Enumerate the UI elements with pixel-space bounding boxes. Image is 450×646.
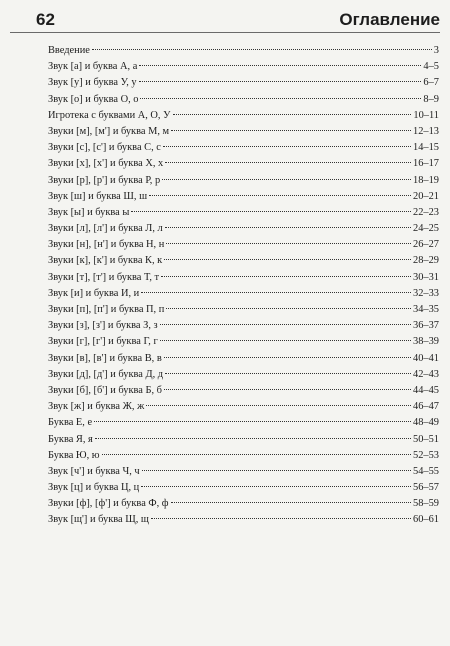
toc-entry [48, 92, 439, 108]
toc-entry-pages: 54–55 [413, 465, 439, 477]
toc-dot-leader [165, 162, 411, 163]
toc-entry-title: Звуки [в], [в'] и буква В, в [48, 352, 162, 364]
toc-entry-title: Звуки [ф], [ф'] и буква Ф, ф [48, 498, 169, 510]
toc-entry-title: Звук [щ'] и буква Щ, щ [48, 514, 149, 526]
toc-entry [48, 43, 439, 59]
toc-dot-leader [95, 438, 411, 439]
toc-entry-title: Звук [ы] и буква ы [48, 206, 130, 218]
toc-entry-title: Звуки [с], [с'] и буква С, с [48, 142, 161, 154]
toc-dot-leader [140, 98, 421, 99]
toc-entry-pages: 14–15 [413, 142, 439, 154]
page-number: 62 [36, 10, 55, 29]
toc-entry-title: Звук [и] и буква И, и [48, 287, 140, 299]
table-of-contents [48, 43, 439, 529]
toc-entry [48, 480, 439, 496]
toc-entry-pages: 42–43 [413, 368, 439, 380]
toc-entry-title: Звуки [к], [к'] и буква К, к [48, 255, 163, 267]
toc-entry-pages: 56–57 [413, 482, 439, 494]
toc-dot-leader [92, 49, 432, 50]
toc-entry-pages: 10–11 [413, 109, 439, 121]
toc-entry-title: Звуки [д], [д'] и буква Д, д [48, 368, 164, 380]
page-title: Оглавление [339, 10, 440, 29]
toc-entry [48, 124, 439, 140]
toc-dot-leader [139, 65, 421, 66]
toc-entry [48, 302, 439, 318]
toc-entry [48, 75, 439, 91]
toc-entry-pages: 60–61 [413, 514, 439, 526]
toc-entry [48, 189, 439, 205]
toc-entry-pages: 30–31 [413, 271, 439, 283]
toc-dot-leader [149, 195, 411, 196]
toc-entry [48, 140, 439, 156]
toc-entry [48, 432, 439, 448]
toc-dot-leader [139, 81, 422, 82]
toc-dot-leader [131, 211, 411, 212]
toc-entry [48, 205, 439, 221]
toc-entry-title: Буква Е, е [48, 417, 93, 429]
toc-dot-leader [141, 486, 411, 487]
toc-entry-pages: 36–37 [413, 320, 439, 332]
toc-entry-pages: 52–53 [413, 449, 439, 461]
toc-entry [48, 286, 439, 302]
toc-entry [48, 108, 439, 124]
toc-entry-title: Звук [у] и буква У, у [48, 77, 137, 89]
toc-entry [48, 334, 439, 350]
toc-entry-title: Звук [ш] и буква Ш, ш [48, 190, 148, 202]
toc-entry-title: Звуки [л], [л'] и буква Л, л [48, 223, 163, 235]
toc-entry-title: Игротека с буквами А, О, У [48, 109, 171, 121]
toc-entry-pages: 22–23 [413, 206, 439, 218]
toc-entry [48, 383, 439, 399]
toc-entry-title: Буква Я, я [48, 433, 93, 445]
toc-entry-pages: 46–47 [413, 401, 439, 413]
toc-entry [48, 512, 439, 528]
toc-entry-pages: 3 [433, 45, 439, 56]
toc-entry-pages: 4–5 [423, 61, 439, 73]
toc-entry-title: Звуки [г], [г'] и буква Г, г [48, 336, 158, 348]
toc-entry-title: Звуки [б], [б'] и буква Б, б [48, 384, 162, 396]
toc-entry-pages: 28–29 [413, 255, 439, 267]
toc-dot-leader [146, 405, 411, 406]
toc-entry [48, 237, 439, 253]
toc-entry-pages: 6–7 [423, 77, 439, 89]
toc-entry [48, 448, 439, 464]
toc-entry [48, 173, 439, 189]
toc-entry-pages: 8–9 [423, 93, 439, 105]
toc-dot-leader [102, 454, 411, 455]
toc-entry-title: Звуки [м], [м'] и буква М, м [48, 125, 170, 137]
toc-dot-leader [94, 421, 411, 422]
toc-dot-leader [164, 259, 411, 260]
toc-entry-pages: 16–17 [413, 158, 439, 170]
toc-entry-pages: 58–59 [413, 498, 439, 510]
toc-dot-leader [161, 276, 411, 277]
toc-entry [48, 318, 439, 334]
toc-entry [48, 270, 439, 286]
toc-dot-leader [160, 340, 411, 341]
toc-entry-title: Звук [ж] и буква Ж, ж [48, 401, 145, 413]
toc-entry-pages: 26–27 [413, 239, 439, 251]
toc-dot-leader [142, 470, 411, 471]
toc-dot-leader [171, 130, 411, 131]
toc-entry [48, 367, 439, 383]
toc-entry-pages: 38–39 [413, 336, 439, 348]
toc-entry-pages: 40–41 [413, 352, 439, 364]
toc-entry-pages: 32–33 [413, 287, 439, 299]
toc-dot-leader [165, 373, 411, 374]
toc-entry [48, 496, 439, 512]
toc-entry-pages: 12–13 [413, 125, 439, 137]
toc-dot-leader [164, 389, 411, 390]
toc-entry [48, 399, 439, 415]
toc-dot-leader [173, 114, 412, 115]
toc-entry-title: Звуки [з], [з'] и буква З, з [48, 320, 158, 332]
toc-entry-title: Введение [48, 45, 90, 56]
toc-entry-title: Звуки [н], [н'] и буква Н, н [48, 239, 165, 251]
toc-entry-title: Звуки [х], [х'] и буква Х, х [48, 158, 164, 170]
toc-entry-pages: 34–35 [413, 304, 439, 315]
toc-dot-leader [164, 357, 411, 358]
toc-dot-leader [163, 146, 411, 147]
toc-dot-leader [160, 324, 411, 325]
toc-dot-leader [151, 518, 411, 519]
toc-entry-pages: 20–21 [413, 190, 439, 202]
toc-entry-title: Звуки [п], [п'] и буква П, п [48, 304, 165, 315]
toc-entry-title: Звук [а] и буква А, а [48, 61, 138, 73]
toc-entry [48, 351, 439, 367]
toc-entry-pages: 50–51 [413, 433, 439, 445]
toc-entry-title: Звук [о] и буква О, о [48, 93, 139, 105]
toc-entry-pages: 44–45 [413, 384, 439, 396]
toc-entry-pages: 24–25 [413, 223, 439, 235]
toc-entry [48, 221, 439, 237]
page-header [10, 6, 440, 33]
toc-entry [48, 464, 439, 480]
toc-entry-title: Звук [ч'] и буква Ч, ч [48, 465, 140, 477]
toc-entry-pages: 18–19 [413, 174, 439, 186]
toc-entry [48, 253, 439, 269]
toc-entry-title: Звуки [р], [р'] и буква Р, р [48, 174, 161, 186]
toc-entry [48, 415, 439, 431]
toc-entry-title: Звук [ц] и буква Ц, ц [48, 482, 140, 494]
toc-dot-leader [165, 227, 411, 228]
toc-entry [48, 59, 439, 75]
toc-entry-title: Звуки [т], [т'] и буква Т, т [48, 271, 160, 283]
toc-dot-leader [166, 243, 411, 244]
toc-dot-leader [141, 292, 411, 293]
toc-entry-title: Буква Ю, ю [48, 449, 100, 461]
toc-dot-leader [171, 502, 411, 503]
toc-entry-pages: 48–49 [413, 417, 439, 429]
toc-dot-leader [166, 308, 411, 309]
toc-dot-leader [162, 179, 411, 180]
toc-entry [48, 156, 439, 172]
